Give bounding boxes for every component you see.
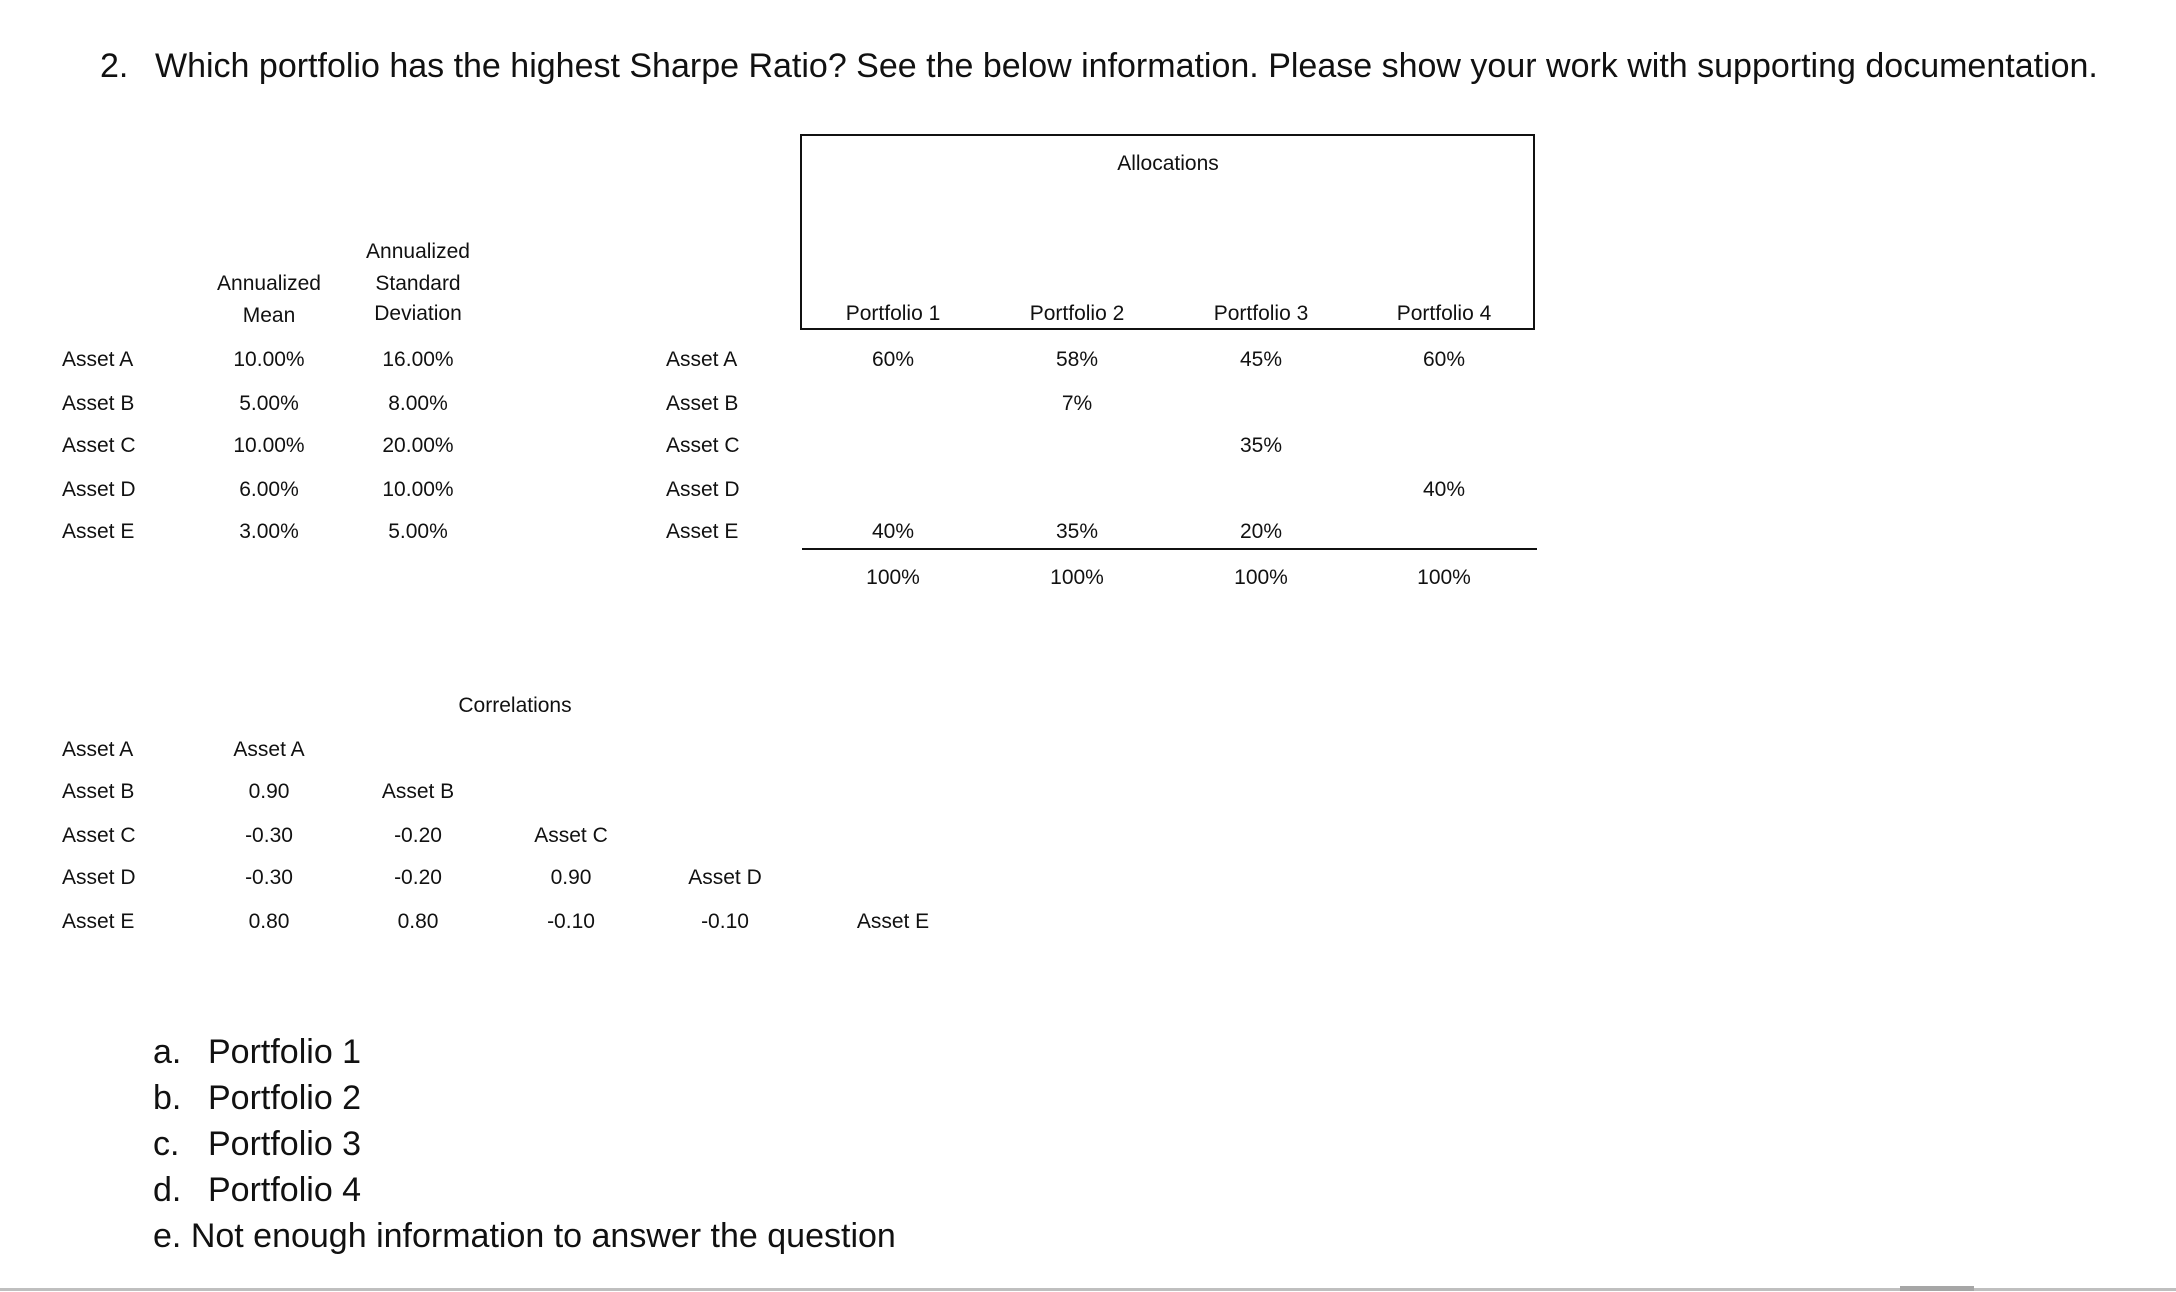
alloc-cell: 35% bbox=[1239, 434, 1283, 457]
alloc-cell: 20% bbox=[1239, 520, 1283, 543]
corr-cell: 0.80 bbox=[248, 910, 290, 933]
page-bottom-rule bbox=[0, 1288, 2176, 1291]
stats-row-label: Asset E bbox=[62, 520, 135, 543]
question-number: 2. bbox=[100, 47, 129, 85]
stats-mean-cell: 3.00% bbox=[239, 520, 299, 543]
portfolio-header: Portfolio 2 bbox=[1029, 302, 1125, 325]
stats-row-label: Asset C bbox=[62, 434, 136, 457]
alloc-total: 100% bbox=[866, 566, 920, 589]
stats-sd-cell: 10.00% bbox=[382, 478, 454, 501]
stats-mean-cell: 10.00% bbox=[233, 434, 305, 457]
stats-row-label: Asset B bbox=[62, 392, 135, 415]
option-letter: d. bbox=[153, 1171, 182, 1209]
alloc-cell: 35% bbox=[1055, 520, 1099, 543]
sd-header-line3: Deviation bbox=[374, 302, 462, 325]
option-text: Portfolio 4 bbox=[208, 1171, 362, 1209]
totals-rule bbox=[802, 548, 1537, 550]
corr-row-label: Asset E bbox=[62, 910, 135, 933]
stats-sd-cell: 16.00% bbox=[382, 348, 454, 371]
portfolio-header: Portfolio 3 bbox=[1213, 302, 1309, 325]
sd-header-line2: Standard bbox=[375, 272, 461, 295]
option-e[interactable] bbox=[153, 1213, 896, 1259]
alloc-cell: 60% bbox=[871, 348, 915, 371]
corr-diag-label: Asset A bbox=[233, 738, 305, 761]
alloc-row-label: Asset A bbox=[666, 348, 738, 371]
alloc-cell: 40% bbox=[871, 520, 915, 543]
mean-header-line2: Mean bbox=[242, 304, 296, 327]
corr-row-label: Asset C bbox=[62, 824, 136, 847]
corr-diag-label: Asset D bbox=[688, 866, 762, 889]
corr-cell: 0.80 bbox=[397, 910, 439, 933]
option-letter: e. bbox=[153, 1217, 182, 1255]
corr-cell: -0.30 bbox=[245, 866, 293, 889]
stats-sd-cell: 8.00% bbox=[388, 392, 448, 415]
corr-cell: -0.20 bbox=[394, 866, 442, 889]
question-text: Which portfolio has the highest Sharpe Ratio? See the below information. Please show your work with supporting documentation. bbox=[155, 47, 2098, 85]
stats-sd-cell: 5.00% bbox=[388, 520, 448, 543]
option-letter: a. bbox=[153, 1033, 182, 1071]
alloc-total: 100% bbox=[1417, 566, 1471, 589]
alloc-cell: 40% bbox=[1422, 478, 1466, 501]
option-text: Portfolio 2 bbox=[208, 1079, 362, 1117]
stats-row-label: Asset A bbox=[62, 348, 134, 371]
option-b[interactable] bbox=[153, 1075, 361, 1121]
option-letter: c. bbox=[153, 1125, 180, 1163]
scroll-indicator[interactable] bbox=[1900, 1286, 1974, 1291]
corr-cell: -0.20 bbox=[394, 824, 442, 847]
alloc-cell: 45% bbox=[1239, 348, 1283, 371]
alloc-row-label: Asset D bbox=[666, 478, 740, 501]
corr-cell: -0.10 bbox=[547, 910, 595, 933]
question-heading bbox=[100, 44, 2098, 88]
corr-row-label: Asset B bbox=[62, 780, 135, 803]
stats-mean-cell: 5.00% bbox=[239, 392, 299, 415]
sd-header-line1: Annualized bbox=[366, 240, 470, 263]
option-c[interactable] bbox=[153, 1121, 361, 1167]
alloc-total: 100% bbox=[1050, 566, 1104, 589]
option-text: Portfolio 3 bbox=[208, 1125, 362, 1163]
option-letter: b. bbox=[153, 1079, 182, 1117]
corr-diag-label: Asset C bbox=[534, 824, 608, 847]
corr-row-label: Asset A bbox=[62, 738, 134, 761]
option-text: Portfolio 1 bbox=[208, 1033, 362, 1071]
alloc-row-label: Asset B bbox=[666, 392, 739, 415]
corr-cell: -0.30 bbox=[245, 824, 293, 847]
stats-row-label: Asset D bbox=[62, 478, 136, 501]
corr-diag-label: Asset B bbox=[381, 780, 455, 803]
option-a[interactable] bbox=[153, 1029, 361, 1075]
option-text: Not enough information to answer the question bbox=[190, 1217, 896, 1255]
corr-diag-label: Asset E bbox=[856, 910, 930, 933]
alloc-row-label: Asset C bbox=[666, 434, 740, 457]
allocations-title: Allocations bbox=[1117, 152, 1219, 175]
stats-sd-cell: 20.00% bbox=[382, 434, 454, 457]
corr-cell: 0.90 bbox=[248, 780, 290, 803]
corr-cell: -0.10 bbox=[701, 910, 749, 933]
alloc-cell: 58% bbox=[1055, 348, 1099, 371]
corr-cell: 0.90 bbox=[550, 866, 592, 889]
alloc-cell: 60% bbox=[1422, 348, 1466, 371]
alloc-total: 100% bbox=[1234, 566, 1288, 589]
stats-mean-cell: 6.00% bbox=[239, 478, 299, 501]
corr-row-label: Asset D bbox=[62, 866, 136, 889]
option-d[interactable] bbox=[153, 1167, 361, 1213]
portfolio-header: Portfolio 1 bbox=[845, 302, 941, 325]
portfolio-header: Portfolio 4 bbox=[1396, 302, 1492, 325]
alloc-cell: 7% bbox=[1061, 392, 1093, 415]
mean-header-line1: Annualized bbox=[217, 272, 321, 295]
alloc-row-label: Asset E bbox=[666, 520, 739, 543]
correlations-title: Correlations bbox=[458, 694, 572, 717]
stats-mean-cell: 10.00% bbox=[233, 348, 305, 371]
